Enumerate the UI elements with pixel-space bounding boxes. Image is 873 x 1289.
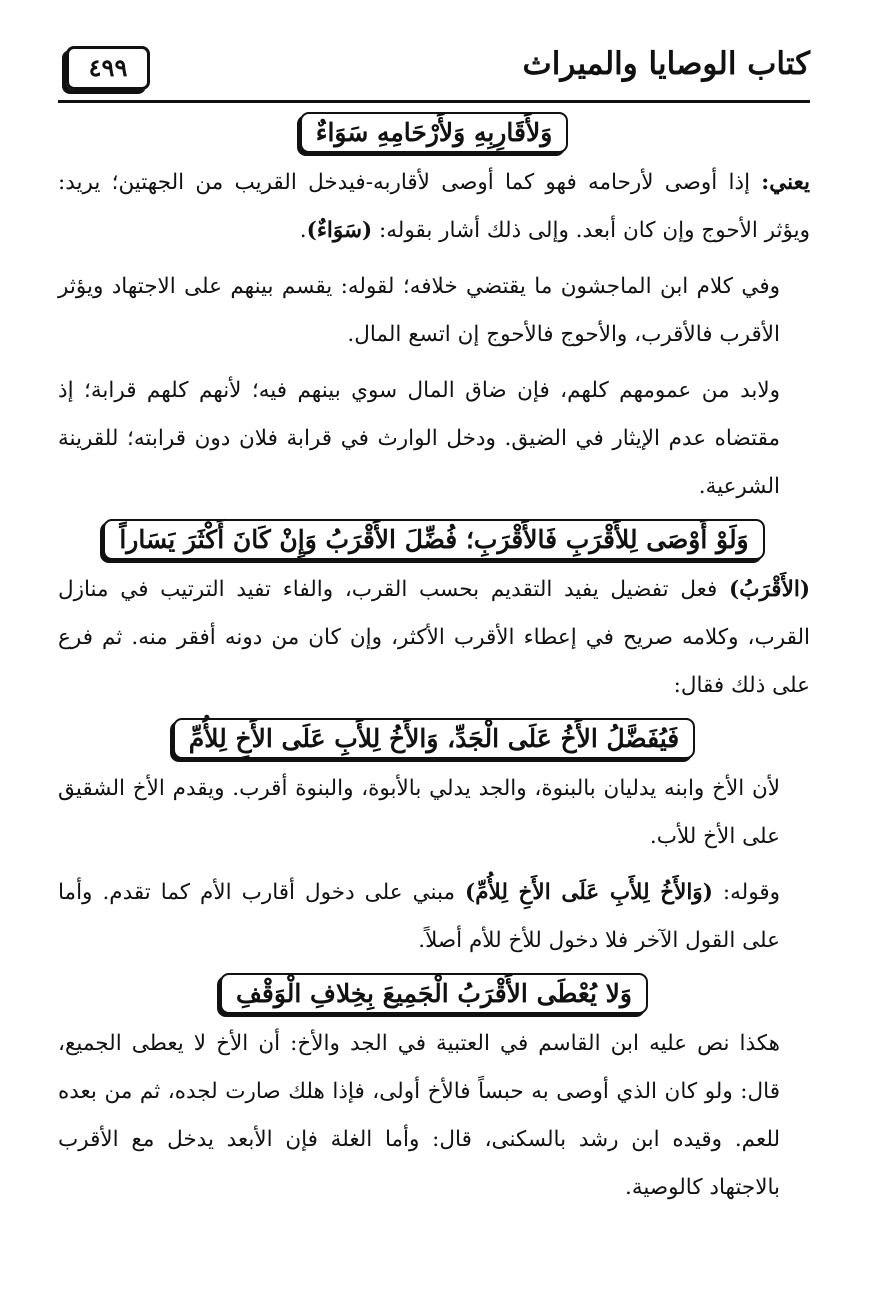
paragraph: لأن الأخ وابنه يدليان بالبنوة، والجد يدلي بالأبوة، والبنوة أقرب. ويقدم الأخ الشقيق على الأخ للأب. — [58, 776, 780, 849]
paragraph-text: مبني على دخول أقارب الأم كما تقدم. وأما على القول الآخر فلا دخول للأخ للأم أصلاً. — [58, 880, 780, 953]
matn-box-wrapper — [58, 973, 810, 1014]
matn-text: وَلَوْ أَوْصَى لِلأَقْرَبِ فَالأَقْرَبِ؛ فُضِّلَ الأَقْرَبُ وَإِنْ كَانَ أَكْثَرَ يَسَاراً — [103, 519, 764, 560]
paragraph-lead: يعني: — [761, 170, 810, 195]
paragraph-lead: وقوله: — [712, 880, 780, 905]
paragraph — [58, 159, 810, 255]
paragraph — [58, 566, 810, 710]
quoted-matn: (سَوَاءٌ) — [306, 218, 373, 243]
page-content — [58, 104, 810, 1220]
matn-box-wrapper — [58, 718, 810, 759]
matn-box-wrapper — [58, 519, 810, 560]
paragraph-text: إذا أوصى لأرحامه فهو كما أوصى لأقاربه-فيدخل القريب من الجهتين؛ يريد: ويؤثر الأحوج وإن كان أبعد. وإلى ذلك أشار بقوله: — [58, 170, 810, 243]
matn-text: فَيُفَضَّلُ الأَخُ عَلَى الْجَدِّ، وَالأَخُ لِلأَبِ عَلَى الأَخِ لِلأُمِّ — [173, 718, 696, 759]
paragraph: وفي كلام ابن الماجشون ما يقتضي خلافه؛ لقوله: يقسم بينهم على الاجتهاد ويؤثر الأقرب فالأقرب، والأحوج فالأحوج إن اتسع المال. — [58, 274, 780, 347]
matn-text: وَلا يُعْطَى الأَقْرَبُ الْجَمِيعَ بِخِلافِ الْوَقْفِ — [220, 973, 648, 1014]
paragraph: ولابد من عمومهم كلهم، فإن ضاق المال سوي بينهم فيه؛ لأنهم كلهم قرابة؛ إذ مقتضاه عدم الإيثار في الضيق. ودخل الوارث في قرابة فلان دون قرابته؛ للقرينة الشرعية. — [58, 378, 780, 499]
matn-box-wrapper — [58, 112, 810, 153]
paragraph-text: فعل تفضيل يفيد التقديم بحسب القرب، والفاء تفيد الترتيب في منازل القرب، وكلامه صريح في إعطاء الأقرب الأكثر، وإن كان من دونه أفقر منه. ثم فرع على ذلك فقال: — [58, 577, 810, 698]
quoted-matn: (وَالأَخُ لِلأَبِ عَلَى الأَخِ لِلأُمِّ) — [465, 880, 713, 905]
matn-text: وَلأَقَارِبِهِ وَلأَرْحَامِهِ سَوَاءٌ — [300, 112, 569, 153]
page-number: ٤٩٩ — [66, 46, 150, 90]
book-title: كتاب الوصايا والميراث — [522, 46, 810, 82]
paragraph — [58, 869, 810, 965]
paragraph-tail: . — [299, 218, 307, 243]
page-header — [58, 42, 810, 103]
quoted-matn: (الأَقْرَبُ) — [729, 577, 810, 602]
paragraph: هكذا نص عليه ابن القاسم في العتبية في الجد والأخ: أن الأخ لا يعطى الجميع، قال: ولو كان الذي أوصى به حبساً فالأخ أولى، فإذا هلك صارت لجده، ثم من بعده للعم. وقيده ابن رشد بالسكنى، قال: وأما الغلة فإن الأبعد يدخل مع الأقرب بالاجتهاد كالوصية. — [58, 1031, 780, 1200]
